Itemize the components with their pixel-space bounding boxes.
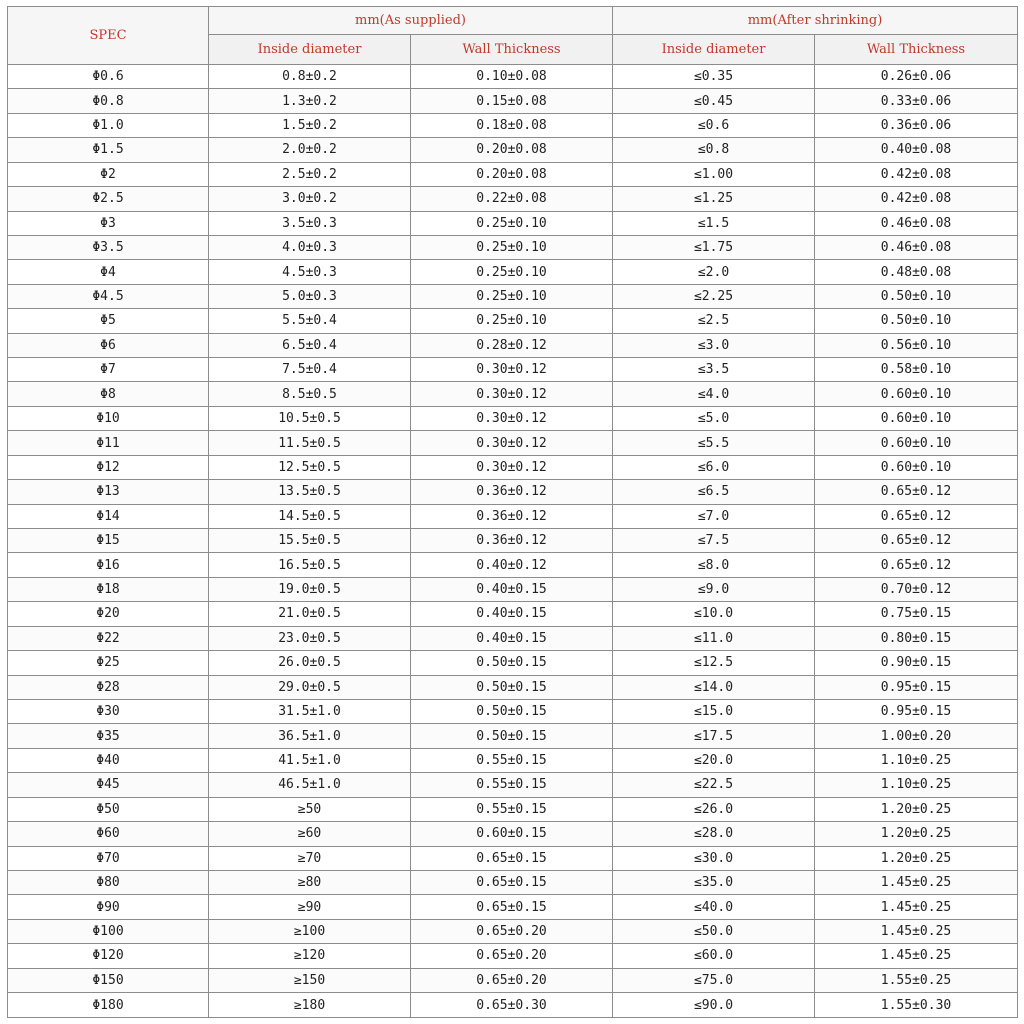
inside-diameter-supplied-cell: ≥80 — [209, 870, 411, 894]
wall-thickness-shrunk-cell: 1.55±0.30 — [815, 993, 1018, 1018]
spec-cell: Φ90 — [8, 895, 209, 919]
wall-thickness-shrunk-cell: 0.65±0.12 — [815, 529, 1018, 553]
wall-thickness-supplied-cell: 0.40±0.15 — [411, 602, 613, 626]
inside-diameter-supplied-cell: ≥50 — [209, 797, 411, 821]
wall-thickness-shrunk-cell: 0.33±0.06 — [815, 89, 1018, 113]
table-row — [8, 529, 1018, 553]
wall-thickness-shrunk-cell: 0.50±0.10 — [815, 284, 1018, 308]
wall-thickness-supplied-cell: 0.65±0.20 — [411, 968, 613, 992]
inside-diameter-supplied-cell: 10.5±0.5 — [209, 406, 411, 430]
inside-diameter-shrunk-cell: ≤35.0 — [613, 870, 815, 894]
spec-cell: Φ0.8 — [8, 89, 209, 113]
inside-diameter-shrunk-cell: ≤7.0 — [613, 504, 815, 528]
table-header — [8, 7, 1018, 65]
inside-diameter-supplied-cell: 4.0±0.3 — [209, 235, 411, 259]
inside-diameter-shrunk-cell: ≤10.0 — [613, 602, 815, 626]
inside-diameter-supplied-cell: 5.0±0.3 — [209, 284, 411, 308]
table-row — [8, 284, 1018, 308]
wall-thickness-shrunk-cell: 1.45±0.25 — [815, 919, 1018, 943]
inside-diameter-shrunk-cell: ≤14.0 — [613, 675, 815, 699]
spec-cell: Φ45 — [8, 773, 209, 797]
table-row — [8, 235, 1018, 259]
table-row — [8, 65, 1018, 89]
inside-diameter-shrunk-cell: ≤0.45 — [613, 89, 815, 113]
wall-thickness-supplied-cell: 0.22±0.08 — [411, 187, 613, 211]
spec-cell: Φ1.0 — [8, 113, 209, 137]
table-body — [8, 65, 1018, 1018]
inside-diameter-supplied-cell: 7.5±0.4 — [209, 358, 411, 382]
wall-thickness-shrunk-cell: 0.95±0.15 — [815, 675, 1018, 699]
inside-diameter-supplied-cell: ≥60 — [209, 822, 411, 846]
inside-diameter-shrunk-cell: ≤75.0 — [613, 968, 815, 992]
inside-diameter-supplied-cell: 6.5±0.4 — [209, 333, 411, 357]
inside-diameter-shrunk-cell: ≤5.0 — [613, 406, 815, 430]
inside-diameter-shrunk-cell: ≤17.5 — [613, 724, 815, 748]
inside-diameter-supplied-cell: ≥100 — [209, 919, 411, 943]
inside-diameter-supplied-cell: 5.5±0.4 — [209, 309, 411, 333]
table-row — [8, 113, 1018, 137]
wall-thickness-supplied-cell: 0.36±0.12 — [411, 529, 613, 553]
spec-cell: Φ25 — [8, 651, 209, 675]
table-row — [8, 431, 1018, 455]
inside-diameter-supplied-cell: 21.0±0.5 — [209, 602, 411, 626]
inside-diameter-supplied-cell: 1.5±0.2 — [209, 113, 411, 137]
wall-thickness-shrunk-cell: 1.45±0.25 — [815, 944, 1018, 968]
inside-diameter-supplied-cell: 46.5±1.0 — [209, 773, 411, 797]
inside-diameter-supplied-cell: 19.0±0.5 — [209, 577, 411, 601]
inside-diameter-shrunk-cell: ≤6.0 — [613, 455, 815, 479]
inside-diameter-shrunk-cell: ≤28.0 — [613, 822, 815, 846]
wall-thickness-supplied-cell: 0.65±0.15 — [411, 870, 613, 894]
spec-cell: Φ4 — [8, 260, 209, 284]
wall-thickness-supplied-cell: 0.25±0.10 — [411, 260, 613, 284]
inside-diameter-shrunk-cell: ≤6.5 — [613, 480, 815, 504]
spec-cell: Φ15 — [8, 529, 209, 553]
wall-thickness-shrunk-cell: 0.60±0.10 — [815, 382, 1018, 406]
spec-cell: Φ11 — [8, 431, 209, 455]
inside-diameter-shrunk-cell: ≤20.0 — [613, 748, 815, 772]
table-row — [8, 944, 1018, 968]
inside-diameter-supplied-cell: ≥120 — [209, 944, 411, 968]
inside-diameter-supplied-cell: 29.0±0.5 — [209, 675, 411, 699]
wall-thickness-shrunk-cell: 0.75±0.15 — [815, 602, 1018, 626]
inside-diameter-supplied-cell: ≥70 — [209, 846, 411, 870]
inside-diameter-supplied-cell: 11.5±0.5 — [209, 431, 411, 455]
inside-diameter-shrunk-cell: ≤5.5 — [613, 431, 815, 455]
wall-thickness-shrunk-cell: 1.00±0.20 — [815, 724, 1018, 748]
table-row — [8, 406, 1018, 430]
table-row — [8, 993, 1018, 1018]
inside-diameter-supplied-cell: 23.0±0.5 — [209, 626, 411, 650]
inside-diameter-shrunk-cell: ≤60.0 — [613, 944, 815, 968]
wall-thickness-shrunk-cell: 0.50±0.10 — [815, 309, 1018, 333]
wall-thickness-shrunk-cell: 1.55±0.25 — [815, 968, 1018, 992]
spec-cell: Φ1.5 — [8, 138, 209, 162]
wall-thickness-supplied-header: Wall Thickness — [411, 35, 613, 65]
table-row — [8, 187, 1018, 211]
inside-diameter-supplied-cell: 15.5±0.5 — [209, 529, 411, 553]
wall-thickness-supplied-cell: 0.50±0.15 — [411, 675, 613, 699]
table-row — [8, 602, 1018, 626]
wall-thickness-shrunk-cell: 0.65±0.12 — [815, 504, 1018, 528]
wall-thickness-shrunk-cell: 0.60±0.10 — [815, 455, 1018, 479]
wall-thickness-supplied-cell: 0.30±0.12 — [411, 431, 613, 455]
wall-thickness-supplied-cell: 0.36±0.12 — [411, 480, 613, 504]
inside-diameter-shrunk-cell: ≤1.00 — [613, 162, 815, 186]
inside-diameter-shrunk-cell: ≤50.0 — [613, 919, 815, 943]
wall-thickness-shrunk-header: Wall Thickness — [815, 35, 1018, 65]
wall-thickness-shrunk-cell: 0.42±0.08 — [815, 187, 1018, 211]
inside-diameter-shrunk-cell: ≤3.0 — [613, 333, 815, 357]
spec-cell: Φ7 — [8, 358, 209, 382]
inside-diameter-supplied-cell: 2.5±0.2 — [209, 162, 411, 186]
spec-cell: Φ70 — [8, 846, 209, 870]
table-row — [8, 455, 1018, 479]
inside-diameter-shrunk-cell: ≤2.25 — [613, 284, 815, 308]
wall-thickness-shrunk-cell: 0.42±0.08 — [815, 162, 1018, 186]
wall-thickness-supplied-cell: 0.30±0.12 — [411, 406, 613, 430]
table-row — [8, 968, 1018, 992]
table-row — [8, 870, 1018, 894]
table-row — [8, 504, 1018, 528]
table-row — [8, 260, 1018, 284]
table-row — [8, 846, 1018, 870]
wall-thickness-supplied-cell: 0.30±0.12 — [411, 358, 613, 382]
inside-diameter-shrunk-cell: ≤8.0 — [613, 553, 815, 577]
inside-diameter-shrunk-cell: ≤40.0 — [613, 895, 815, 919]
wall-thickness-shrunk-cell: 0.36±0.06 — [815, 113, 1018, 137]
table-row — [8, 797, 1018, 821]
table-row — [8, 138, 1018, 162]
inside-diameter-shrunk-header: Inside diameter — [613, 35, 815, 65]
wall-thickness-supplied-cell: 0.30±0.12 — [411, 455, 613, 479]
inside-diameter-supplied-cell: 36.5±1.0 — [209, 724, 411, 748]
header-row-group — [8, 7, 1018, 35]
wall-thickness-supplied-cell: 0.55±0.15 — [411, 797, 613, 821]
table-row — [8, 773, 1018, 797]
spec-cell: Φ16 — [8, 553, 209, 577]
inside-diameter-shrunk-cell: ≤9.0 — [613, 577, 815, 601]
inside-diameter-shrunk-cell: ≤3.5 — [613, 358, 815, 382]
inside-diameter-supplied-cell: 12.5±0.5 — [209, 455, 411, 479]
spec-cell: Φ5 — [8, 309, 209, 333]
wall-thickness-shrunk-cell: 0.70±0.12 — [815, 577, 1018, 601]
spec-cell: Φ4.5 — [8, 284, 209, 308]
wall-thickness-shrunk-cell: 1.10±0.25 — [815, 773, 1018, 797]
table-row — [8, 358, 1018, 382]
inside-diameter-shrunk-cell: ≤15.0 — [613, 699, 815, 723]
wall-thickness-shrunk-cell: 0.46±0.08 — [815, 235, 1018, 259]
spec-cell: Φ80 — [8, 870, 209, 894]
wall-thickness-shrunk-cell: 1.20±0.25 — [815, 822, 1018, 846]
wall-thickness-supplied-cell: 0.25±0.10 — [411, 235, 613, 259]
wall-thickness-shrunk-cell: 1.20±0.25 — [815, 846, 1018, 870]
spec-cell: Φ22 — [8, 626, 209, 650]
wall-thickness-supplied-cell: 0.50±0.15 — [411, 724, 613, 748]
spec-cell: Φ40 — [8, 748, 209, 772]
table-row — [8, 309, 1018, 333]
inside-diameter-shrunk-cell: ≤1.75 — [613, 235, 815, 259]
wall-thickness-supplied-cell: 0.40±0.15 — [411, 577, 613, 601]
table-row — [8, 919, 1018, 943]
wall-thickness-shrunk-cell: 0.46±0.08 — [815, 211, 1018, 235]
inside-diameter-shrunk-cell: ≤22.5 — [613, 773, 815, 797]
wall-thickness-shrunk-cell: 1.45±0.25 — [815, 895, 1018, 919]
inside-diameter-supplied-header: Inside diameter — [209, 35, 411, 65]
table-row — [8, 895, 1018, 919]
wall-thickness-supplied-cell: 0.15±0.08 — [411, 89, 613, 113]
wall-thickness-supplied-cell: 0.30±0.12 — [411, 382, 613, 406]
spec-cell: Φ120 — [8, 944, 209, 968]
wall-thickness-shrunk-cell: 1.20±0.25 — [815, 797, 1018, 821]
wall-thickness-supplied-cell: 0.28±0.12 — [411, 333, 613, 357]
as-supplied-header: mm(As supplied) — [209, 7, 613, 35]
table-row — [8, 553, 1018, 577]
inside-diameter-shrunk-cell: ≤1.5 — [613, 211, 815, 235]
inside-diameter-shrunk-cell: ≤0.8 — [613, 138, 815, 162]
spec-cell: Φ20 — [8, 602, 209, 626]
table-row — [8, 724, 1018, 748]
wall-thickness-shrunk-cell: 0.60±0.10 — [815, 406, 1018, 430]
wall-thickness-supplied-cell: 0.65±0.20 — [411, 944, 613, 968]
inside-diameter-shrunk-cell: ≤90.0 — [613, 993, 815, 1018]
inside-diameter-shrunk-cell: ≤0.35 — [613, 65, 815, 89]
wall-thickness-shrunk-cell: 1.10±0.25 — [815, 748, 1018, 772]
inside-diameter-shrunk-cell: ≤30.0 — [613, 846, 815, 870]
spec-cell: Φ10 — [8, 406, 209, 430]
table-row — [8, 651, 1018, 675]
wall-thickness-shrunk-cell: 0.60±0.10 — [815, 431, 1018, 455]
wall-thickness-supplied-cell: 0.25±0.10 — [411, 284, 613, 308]
wall-thickness-shrunk-cell: 0.65±0.12 — [815, 480, 1018, 504]
table-row — [8, 675, 1018, 699]
wall-thickness-supplied-cell: 0.40±0.12 — [411, 553, 613, 577]
spec-cell: Φ30 — [8, 699, 209, 723]
table-row — [8, 577, 1018, 601]
inside-diameter-shrunk-cell: ≤2.0 — [613, 260, 815, 284]
inside-diameter-shrunk-cell: ≤7.5 — [613, 529, 815, 553]
wall-thickness-supplied-cell: 0.36±0.12 — [411, 504, 613, 528]
spec-cell: Φ3.5 — [8, 235, 209, 259]
wall-thickness-shrunk-cell: 0.80±0.15 — [815, 626, 1018, 650]
table-row — [8, 699, 1018, 723]
inside-diameter-supplied-cell: 16.5±0.5 — [209, 553, 411, 577]
spec-cell: Φ50 — [8, 797, 209, 821]
wall-thickness-supplied-cell: 0.60±0.15 — [411, 822, 613, 846]
inside-diameter-supplied-cell: ≥180 — [209, 993, 411, 1018]
wall-thickness-shrunk-cell: 0.56±0.10 — [815, 333, 1018, 357]
inside-diameter-supplied-cell: 2.0±0.2 — [209, 138, 411, 162]
inside-diameter-supplied-cell: 3.5±0.3 — [209, 211, 411, 235]
wall-thickness-shrunk-cell: 0.58±0.10 — [815, 358, 1018, 382]
wall-thickness-supplied-cell: 0.18±0.08 — [411, 113, 613, 137]
wall-thickness-supplied-cell: 0.65±0.15 — [411, 846, 613, 870]
wall-thickness-supplied-cell: 0.25±0.10 — [411, 309, 613, 333]
wall-thickness-supplied-cell: 0.40±0.15 — [411, 626, 613, 650]
wall-thickness-shrunk-cell: 0.95±0.15 — [815, 699, 1018, 723]
spec-cell: Φ150 — [8, 968, 209, 992]
table-row — [8, 382, 1018, 406]
inside-diameter-supplied-cell: 13.5±0.5 — [209, 480, 411, 504]
spec-cell: Φ35 — [8, 724, 209, 748]
spec-cell: Φ28 — [8, 675, 209, 699]
spec-header: SPEC — [8, 7, 209, 65]
table-row — [8, 162, 1018, 186]
table-row — [8, 211, 1018, 235]
wall-thickness-supplied-cell: 0.50±0.15 — [411, 699, 613, 723]
wall-thickness-supplied-cell: 0.25±0.10 — [411, 211, 613, 235]
inside-diameter-shrunk-cell: ≤0.6 — [613, 113, 815, 137]
spec-cell: Φ3 — [8, 211, 209, 235]
inside-diameter-shrunk-cell: ≤1.25 — [613, 187, 815, 211]
wall-thickness-shrunk-cell: 0.26±0.06 — [815, 65, 1018, 89]
wall-thickness-supplied-cell: 0.20±0.08 — [411, 138, 613, 162]
wall-thickness-shrunk-cell: 1.45±0.25 — [815, 870, 1018, 894]
wall-thickness-supplied-cell: 0.65±0.15 — [411, 895, 613, 919]
wall-thickness-supplied-cell: 0.50±0.15 — [411, 651, 613, 675]
spec-cell: Φ6 — [8, 333, 209, 357]
wall-thickness-supplied-cell: 0.55±0.15 — [411, 748, 613, 772]
inside-diameter-shrunk-cell: ≤26.0 — [613, 797, 815, 821]
spec-table — [7, 6, 1018, 1018]
spec-cell: Φ0.6 — [8, 65, 209, 89]
table-row — [8, 480, 1018, 504]
wall-thickness-shrunk-cell: 0.40±0.08 — [815, 138, 1018, 162]
spec-cell: Φ14 — [8, 504, 209, 528]
table-row — [8, 626, 1018, 650]
spec-cell: Φ13 — [8, 480, 209, 504]
inside-diameter-supplied-cell: 31.5±1.0 — [209, 699, 411, 723]
wall-thickness-supplied-cell: 0.65±0.20 — [411, 919, 613, 943]
table-row — [8, 748, 1018, 772]
spec-cell: Φ60 — [8, 822, 209, 846]
inside-diameter-supplied-cell: 26.0±0.5 — [209, 651, 411, 675]
inside-diameter-supplied-cell: 3.0±0.2 — [209, 187, 411, 211]
inside-diameter-supplied-cell: 0.8±0.2 — [209, 65, 411, 89]
inside-diameter-shrunk-cell: ≤4.0 — [613, 382, 815, 406]
spec-cell: Φ12 — [8, 455, 209, 479]
inside-diameter-supplied-cell: 8.5±0.5 — [209, 382, 411, 406]
inside-diameter-supplied-cell: 4.5±0.3 — [209, 260, 411, 284]
table-row — [8, 333, 1018, 357]
inside-diameter-supplied-cell: 14.5±0.5 — [209, 504, 411, 528]
inside-diameter-shrunk-cell: ≤12.5 — [613, 651, 815, 675]
spec-cell: Φ2 — [8, 162, 209, 186]
wall-thickness-shrunk-cell: 0.48±0.08 — [815, 260, 1018, 284]
wall-thickness-supplied-cell: 0.20±0.08 — [411, 162, 613, 186]
inside-diameter-supplied-cell: ≥150 — [209, 968, 411, 992]
wall-thickness-supplied-cell: 0.65±0.30 — [411, 993, 613, 1018]
table-row — [8, 822, 1018, 846]
wall-thickness-supplied-cell: 0.55±0.15 — [411, 773, 613, 797]
inside-diameter-supplied-cell: ≥90 — [209, 895, 411, 919]
spec-cell: Φ18 — [8, 577, 209, 601]
table-row — [8, 89, 1018, 113]
spec-cell: Φ8 — [8, 382, 209, 406]
spec-cell: Φ180 — [8, 993, 209, 1018]
inside-diameter-shrunk-cell: ≤2.5 — [613, 309, 815, 333]
wall-thickness-shrunk-cell: 0.65±0.12 — [815, 553, 1018, 577]
spec-cell: Φ2.5 — [8, 187, 209, 211]
inside-diameter-shrunk-cell: ≤11.0 — [613, 626, 815, 650]
inside-diameter-supplied-cell: 1.3±0.2 — [209, 89, 411, 113]
inside-diameter-supplied-cell: 41.5±1.0 — [209, 748, 411, 772]
wall-thickness-shrunk-cell: 0.90±0.15 — [815, 651, 1018, 675]
spec-cell: Φ100 — [8, 919, 209, 943]
wall-thickness-supplied-cell: 0.10±0.08 — [411, 65, 613, 89]
after-shrinking-header: mm(After shrinking) — [613, 7, 1018, 35]
